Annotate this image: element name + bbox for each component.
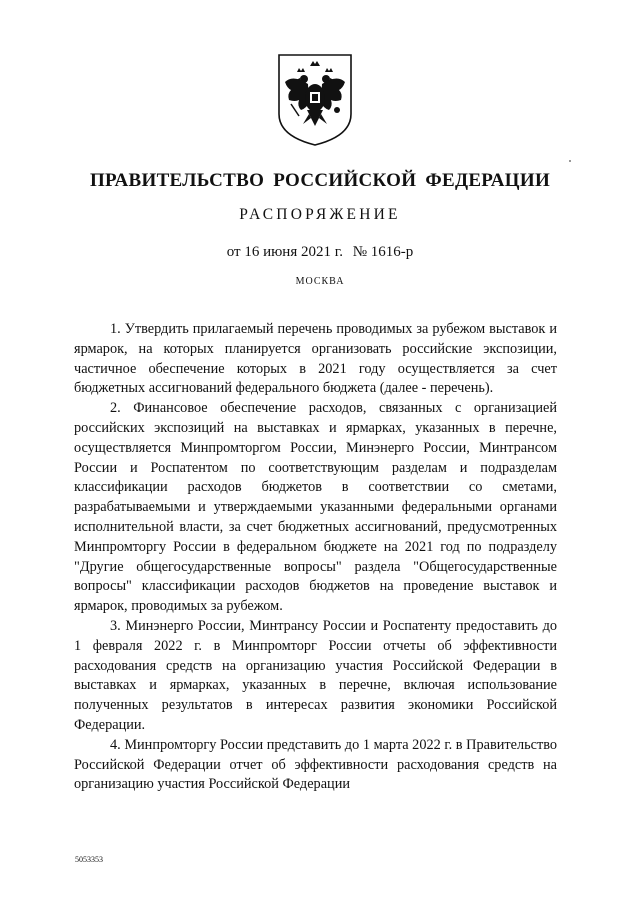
document-type: РАСПОРЯЖЕНИЕ [239, 206, 401, 223]
city: МОСКВА [295, 276, 345, 287]
paragraph-1: 1. Утвердить прилагаемый перечень проводимых за рубежом выставок и ярмарок, на которых планируется организовать российские экспозиции, частичное обеспечение которых в 2021 году осуществляется за счет бюджетных ассигнований федерального бюджета (далее - перечень). [74, 321, 557, 397]
scan-speck [569, 160, 571, 162]
paragraph-3: 3. Минэнерго России, Минтрансу России и Роспатенту предоставить до 1 февраля 2022 г. в Минпромторг России отчеты об эффективности расходования средств на организацию участия Российской Федерации в выставках и ярмарках, указанных в перечне, включая использование полученных результатов в интересах развития экономики Российской Федерации. [74, 617, 557, 733]
paragraph-4: 4. Минпромторгу России представить до 1 марта 2022 г. в Правительство Российской Федерации отчет об эффективности расходования средств на организацию участия Российской Федерации [74, 736, 557, 793]
document-date: от 16 июня 2021 г. [226, 244, 343, 260]
government-title: ПРАВИТЕЛЬСТВО РОССИЙСКОЙ ФЕДЕРАЦИИ [89, 170, 551, 191]
paragraph-2: 2. Финансовое обеспечение расходов, связанных с организацией российских экспозиций на выставках и ярмарках, указанных в перечне, осуществляется Минпромторгом России, Минэнерго России, Минтрансом России и Роспатентом по соответствующим разделам и подразделам классификации расходов бюджетов в соответствии со сметами, разрабатываемыми и утверждаемыми указанными федеральными органами исполнительной власти, за счет бюджетных ассигнований, предусмотренных Минпромторгу России в федеральном бюджете на 2021 год по подразделу "Другие общегосударственные вопросы" раздела "Общегосударственные вопросы" классификации расходов бюджетов на проведение выставок и ярмарок, проводимых за рубежом. [74, 400, 557, 615]
document-number: № 1616-р [352, 244, 414, 260]
coat-of-arms-icon [275, 52, 355, 148]
document-date-line [0, 244, 640, 261]
footer-code: 5053353 [75, 855, 103, 864]
document-body [74, 320, 557, 795]
